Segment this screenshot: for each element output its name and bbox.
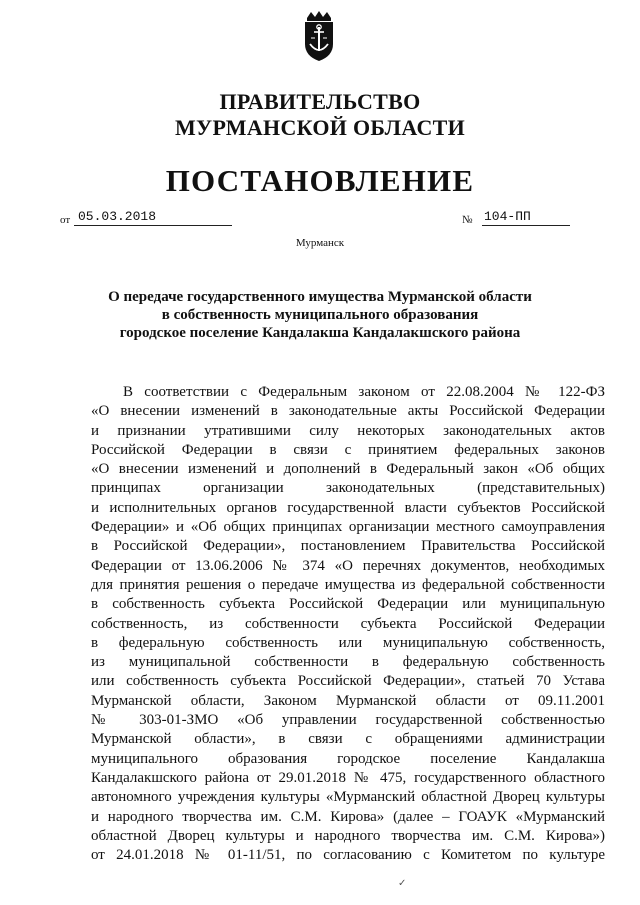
document-date: 05.03.2018 bbox=[74, 208, 232, 226]
body-line: и признании утратившими силу некоторых законодательных актов bbox=[91, 422, 605, 439]
body-line: областной Дворец культуры и народного творчества им. С.М. Кирова») bbox=[91, 827, 605, 844]
body-line: для принятия решения о передаче имущества из федеральной собственности bbox=[91, 576, 605, 593]
number-prefix: № bbox=[462, 214, 473, 226]
body-line: «О внесении изменений и дополнений в Федеральный закон «Об общих bbox=[91, 461, 605, 478]
body-line: Федерации» и «Об общих принципах организации местного самоуправления bbox=[91, 519, 605, 536]
handwritten-mark: ✓ bbox=[398, 878, 407, 889]
date-prefix: от bbox=[60, 214, 71, 226]
body-line: и народного творчества им. С.М. Кирова» (далее – ГОАУК «Мурманский bbox=[91, 808, 605, 825]
body-line: или собственность субъекта Российской Федерации», статьей 70 Устава bbox=[91, 673, 605, 690]
body-line: собственность, из собственности субъекта Российской Федерации bbox=[91, 615, 605, 632]
government-title-line1: ПРАВИТЕЛЬСТВО bbox=[219, 89, 421, 114]
body-line: «О внесении изменений в законодательные акты Российской Федерации bbox=[91, 403, 605, 420]
body-line: Федерации от 13.06.2006 № 374 «О перечнях документов, необходимых bbox=[91, 557, 605, 574]
body-line: и исполнительных органов государственной власти субъектов Российской bbox=[91, 499, 605, 516]
body-line: в собственность субъекта Российской Федерации или муниципальную bbox=[91, 596, 605, 613]
document-number: 104-ПП bbox=[482, 208, 570, 226]
coat-of-arms-icon bbox=[299, 10, 339, 62]
body-line: в Российской Федерации», постановлением Правительства Российской bbox=[91, 538, 605, 555]
body-line: В соответствии с Федеральным законом от 22.08.2004 № 122-ФЗ bbox=[123, 384, 605, 400]
subject-line: в собственность муниципального образования bbox=[161, 307, 479, 323]
body-line: из муниципальной собственности в федеральную собственность bbox=[91, 654, 605, 671]
body-line: в федеральную собственность или муниципальную собственность, bbox=[91, 634, 605, 651]
document-subject bbox=[60, 288, 580, 342]
document-body bbox=[91, 383, 605, 865]
government-title-line2: МУРМАНСКОЙ ОБЛАСТИ bbox=[174, 115, 466, 140]
body-line: Кандалакшского района от 29.01.2018 № 475, государственного областного bbox=[91, 769, 605, 786]
body-line: Мурманской области, Законом Мурманской области от 09.11.2001 bbox=[91, 692, 605, 709]
document-type-title: ПОСТАНОВЛЕНИЕ bbox=[165, 163, 475, 198]
body-line: от 24.01.2018 № 01-11/51, по согласованию с Комитетом по культуре bbox=[91, 847, 605, 864]
city-name: Мурманск bbox=[295, 237, 345, 249]
body-line: № 303-01-ЗМО «Об управлении государственной собственностью bbox=[91, 712, 605, 729]
body-line: Российской Федерации в связи с принятием федеральных законов bbox=[91, 441, 605, 458]
body-line: принципах организации законодательных (представительных) bbox=[91, 480, 605, 497]
body-line: автономного учреждения культуры «Мурманский областной Дворец культуры bbox=[91, 789, 605, 806]
body-line: муниципального образования городское поселение Кандалакша bbox=[91, 750, 605, 767]
subject-line: О передаче государственного имущества Мурманской области bbox=[108, 289, 532, 305]
subject-line: городское поселение Кандалакша Кандалакшского района bbox=[119, 325, 521, 341]
body-line: Мурманской области», в связи с обращениями администрации bbox=[91, 731, 605, 748]
